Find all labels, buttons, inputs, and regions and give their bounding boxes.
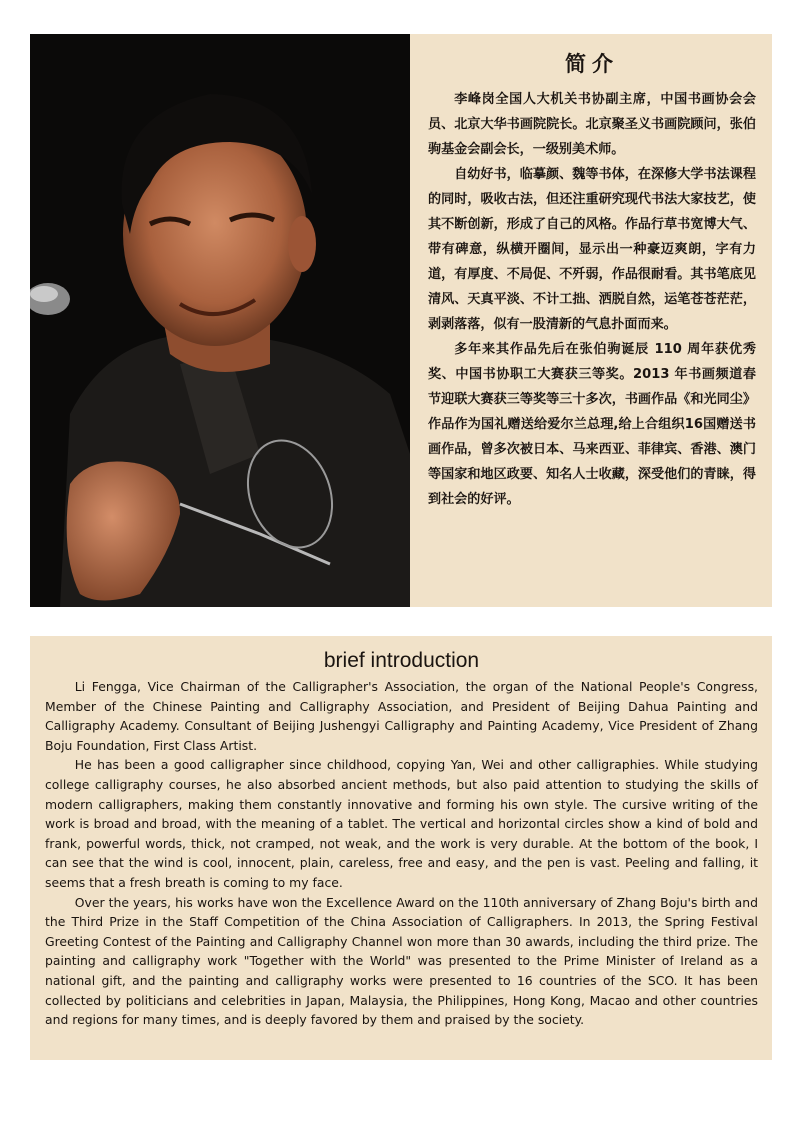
english-title: brief introduction: [323, 649, 480, 672]
chinese-paragraph: 李峰岗全国人大机关书协副主席，中国书画协会会员、北京大华书画院院长。北京聚圣义书画院顾问，张伯驹基金会副会长，一级别美术师。: [428, 92, 756, 157]
english-paragraph: Li Fengga, Vice Chairman of the Calligrapher's Association, the organ of the National People's Congress, Member of the Chinese Painting and Calligraphy Association, and President of Beijing Dahua Painting and Calligraphy Academy. Consultant of Beijing Jushengyi Calligraphy and Painting Academy, Vice President of Zhang Boju Foundation, First Class Artist.: [45, 679, 758, 753]
english-intro-panel: [30, 636, 772, 1060]
english-paragraph: Over the years, his works have won the Excellence Award on the 110th anniversary of Zhang Boju's birth and the Third Prize in the Staff Competition of the China Association of Calligraphers. In 2013, the Spring Festival Greeting Contest of the Painting and Calligraphy Channel won more than 30 awards, including the third prize. The painting and calligraphy work "Together with the World" was presented to the Prime Minister of Ireland as a national gift, and the painting and calligraphy works were presented to 16 countries of the SCO. It has been collected by politicians and celebrities in Japan, Malaysia, the Philippines, Hong Kong, Macao and other countries and regions for many times, and is deeply favored by them and praised by the society.: [45, 894, 758, 1028]
chinese-paragraph: 多年来其作品先后在张伯驹诞辰 110 周年获优秀奖、中国书协职工大赛获三等奖。2013 年书画频道春节迎联大赛获三等奖等三十多次，书画作品《和光同尘》作品作为国礼赠送给爱尔兰总理,给上合组织16国赠送书画作品，曾多次被日本、马来西亚、菲律宾、香港、澳门等国家和地区政要、知名人士收藏，深受他们的青睐，得到社会的好评。: [428, 342, 756, 507]
chinese-intro-panel: [410, 34, 772, 607]
english-paragraph: He has been a good calligrapher since childhood, copying Yan, Wei and other calligraphies. While studying college calligraphy courses, he also absorbed ancient methods, but also paid attention to studying the skills of modern calligraphers, making them constantly innovative and forming his own style. The cursive writing of the work is broad and broad, with the meaning of a tablet. The vertical and horizontal circles show a kind of bold and frank, powerful words, thick, not cramped, not weak, and the work is very durable. At the bottom of the book, I can see that the wind is cool, innocent, plain, careless, free and easy, and the pen is vast. Peeling and falling, it seems that a fresh breath is coming to my face.: [45, 757, 758, 890]
chinese-title: 简介: [565, 52, 619, 76]
chinese-paragraph: 自幼好书，临摹颜、魏等书体，在深修大学书法课程的同时，吸收古法，但还注重研究现代书法大家技艺，使其不断创新，形成了自己的风格。作品行草书宽博大气、带有碑意，纵横开圈间，显示出一种豪迈爽朗，字有力道，有厚度、不局促、不歼弱，作品很耐看。其书笔底见清风、天真平淡、不计工拙、洒脱自然，运笔苍苍茫茫，剥剥落落，似有一股清新的气息扑面而来。: [428, 167, 756, 332]
portrait-photo: [30, 34, 410, 607]
